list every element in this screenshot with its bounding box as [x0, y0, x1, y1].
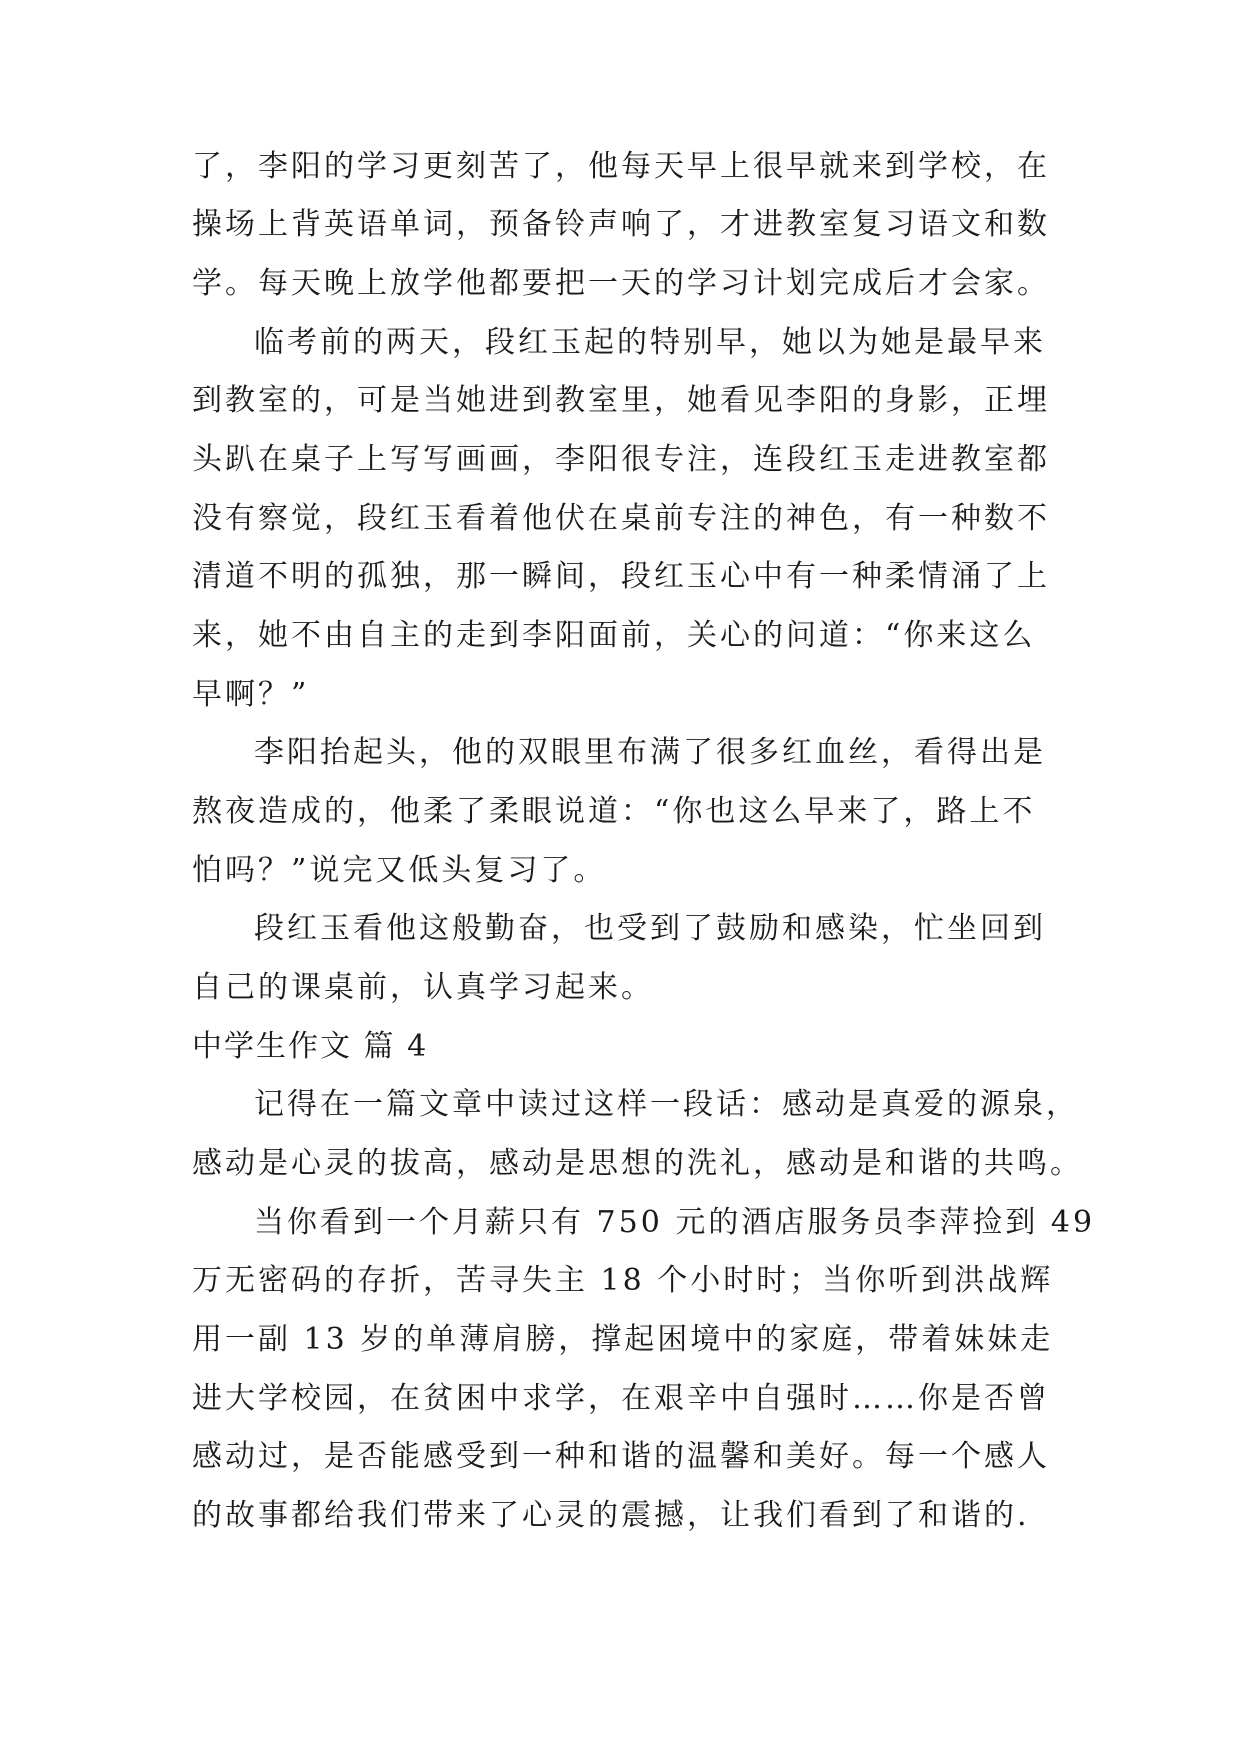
text-line: 没有察觉，段红玉看着他伏在桌前专注的神色，有一种数不 — [192, 501, 1050, 536]
text-line: 感动过，是否能感受到一种和谐的温馨和美好。每一个感人 — [192, 1439, 1050, 1474]
paragraph-first-line: 记得在一篇文章中读过这样一段话：感动是真爱的源泉， — [254, 1087, 1079, 1122]
text-line: 到教室的，可是当她进到教室里，她看见李阳的身影，正埋 — [192, 383, 1050, 418]
text-line: 进大学校园，在贫困中求学，在艰辛中自强时……你是否曾 — [192, 1381, 1050, 1416]
text-line: 清道不明的孤独，那一瞬间，段红玉心中有一种柔情涌了上 — [192, 559, 1050, 594]
text-line: 用一副 13 岁的单薄肩膀，撑起困境中的家庭，带着妹妹走 — [192, 1322, 1054, 1357]
text-line: 的故事都给我们带来了心灵的震撼，让我们看到了和谐的. — [192, 1498, 1030, 1533]
paragraph-first-line: 临考前的两天，段红玉起的特别早，她以为她是最早来 — [254, 325, 1046, 360]
text-line: 怕吗？”说完又低头复习了。 — [192, 853, 607, 888]
text-line: 头趴在桌子上写写画画，李阳很专注，连段红玉走进教室都 — [192, 442, 1050, 477]
text-line: 学。每天晚上放学他都要把一天的学习计划完成后才会家。 — [192, 266, 1050, 301]
text-line: 了，李阳的学习更刻苦了，他每天早上很早就来到学校，在 — [192, 149, 1050, 184]
paragraph-first-line: 当你看到一个月薪只有 750 元的酒店服务员李萍捡到 49 — [254, 1205, 1096, 1240]
text-line: 操场上背英语单词，预备铃声响了，才进教室复习语文和数 — [192, 207, 1050, 242]
paragraph-first-line: 李阳抬起头，他的双眼里布满了很多红血丝，看得出是 — [254, 735, 1046, 770]
text-line: 来，她不由自主的走到李阳面前，关心的问道：“你来这么 — [192, 618, 1036, 653]
text-line: 万无密码的存折，苦寻失主 18 个小时时；当你听到洪战辉 — [192, 1263, 1054, 1298]
section-heading: 中学生作文 篇 4 — [192, 1029, 429, 1064]
text-line: 熬夜造成的，他柔了柔眼说道：“你也这么早来了，路上不 — [192, 794, 1036, 829]
paragraph-first-line: 段红玉看他这般勤奋，也受到了鼓励和感染，忙坐回到 — [254, 911, 1046, 946]
text-line: 早啊？” — [192, 677, 310, 712]
text-line: 自己的课桌前，认真学习起来。 — [192, 970, 654, 1005]
text-line: 感动是心灵的拔高，感动是思想的洗礼，感动是和谐的共鸣。 — [192, 1146, 1083, 1181]
